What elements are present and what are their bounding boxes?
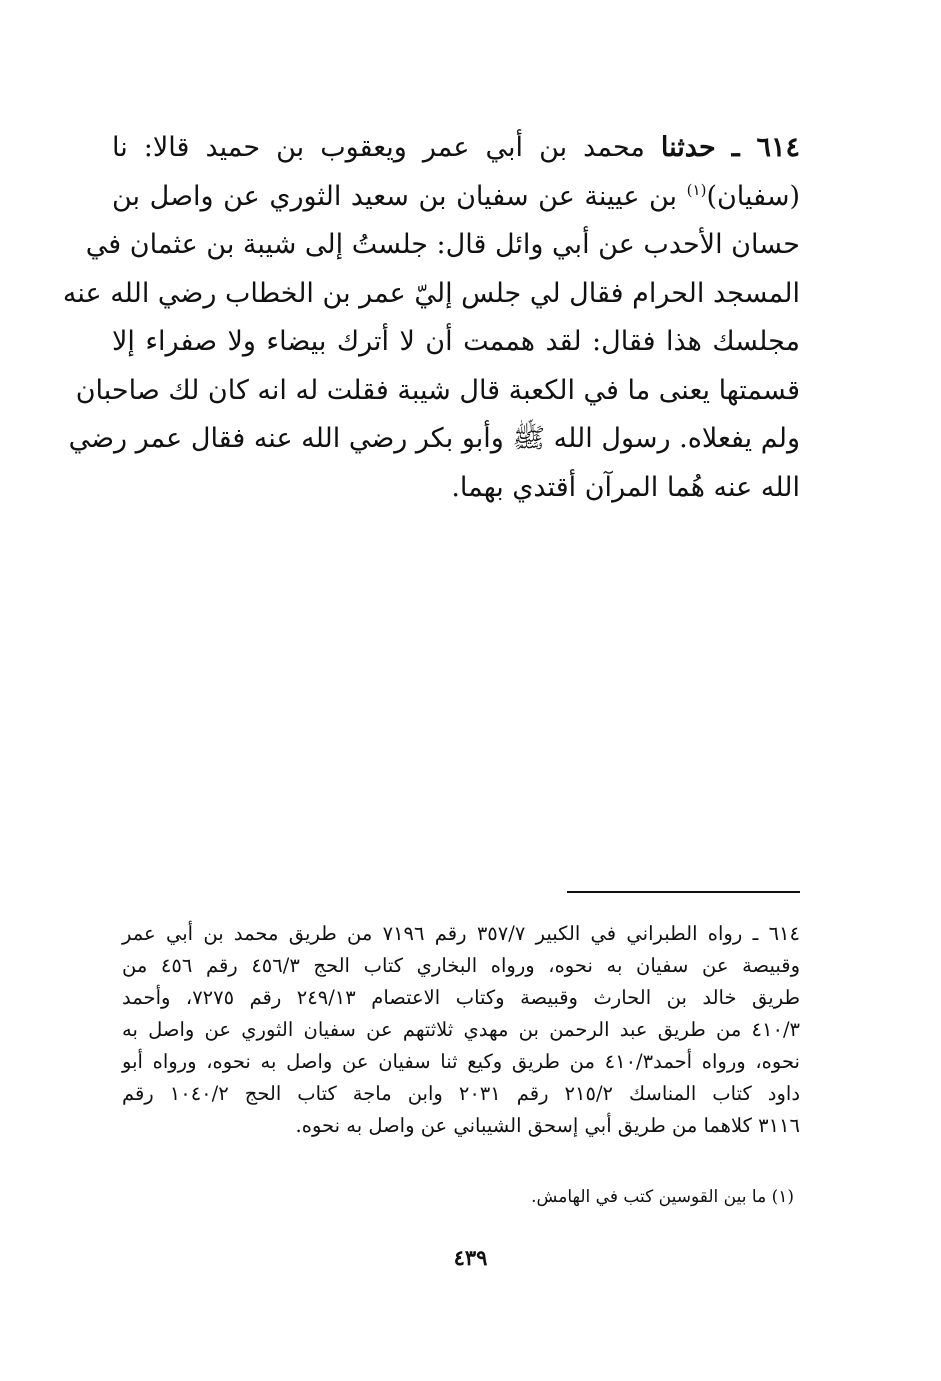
hadith-line-2 [112,173,800,222]
footnotes-block [122,918,800,1142]
hadith-line-5: مجلسك هذا فقال: لقد هممت أن لا أترك بيضاء ولا صفراء إلا [112,326,800,357]
hadith-line-7: ولم يفعلاه. رسول الله ﷺ وأبو بكر رضي الله عنه فقال عمر رضي [68,423,800,454]
footnote-line: وقبيصة عن سفيان به نحوه، ورواه البخاري كتاب الحج ٤٥٦/٣ رقم ٤٥٦ من [122,954,800,977]
narration-intro: حدثنا [660,132,716,163]
footnote-line: نحوه، ورواه أحمد٤١٠/٣ من طريق وكيع ثنا سفيان عن واصل به نحوه، ورواه أبو [122,1050,800,1073]
hadith-line-8: الله عنه هُما المرآن أقتدي بهما. [451,471,800,503]
footnote-line: طريق خالد بن الحارث وقبيصة وكتاب الاعتصام ٢٤٩/١٣ رقم ٧٢٧٥، وأحمد [122,986,800,1009]
hadith-number: ٦١٤ ـ [731,132,801,163]
footnote-marker: (١) [686,180,707,199]
footnote-line: ٦١٤ ـ رواه الطبراني في الكبير ٣٥٧/٧ رقم ٧١٩٦ من طريق محمد بن أبي عمر [122,922,800,945]
footnote-line: داود كتاب المناسك ٢١٥/٢ رقم ٢٠٣١ وابن ماجة كتاب الحج ١٠٤٠/٢ رقم [122,1082,800,1105]
hadith-line-text: محمد بن أبي عمر ويعقوب بن حميد قالا: نا [112,132,645,163]
hadith-line-1 [112,124,800,173]
hadith-line-6: قسمتها يعنى ما في الكعبة قال شيبة فقلت له انه كان لك صاحبان [75,374,800,406]
marginal-note: (١) ما بين القوسين كتب في الهامش. [531,1187,794,1207]
hadith-text [62,124,801,512]
hadith-line-4: المسجد الحرام فقال لي جلس إليّ عمر بن الخطاب رضي الله عنه [62,277,800,309]
hadith-line-3: حسان الأحدب عن أبي وائل قال: جلستُ إلى شيبة بن عثمان في [85,229,800,260]
page-number: ٤٣٩ [453,1245,488,1270]
hadith-line-text: (سفيان) [706,180,800,212]
footnote-line: ٣١١٦ كلاهما من طريق أبي إسحق الشيباني عن واصل به نحوه. [295,1114,800,1137]
footnote-line: ٤١٠/٣ من طريق عبد الرحمن بن مهدي ثلاثتهم عن سفيان الثوري عن واصل به [122,1018,800,1041]
footnote-divider [567,891,800,893]
hadith-line-text: بن عيينة عن سفيان بن سعيد الثوري عن واصل بن [112,180,678,212]
